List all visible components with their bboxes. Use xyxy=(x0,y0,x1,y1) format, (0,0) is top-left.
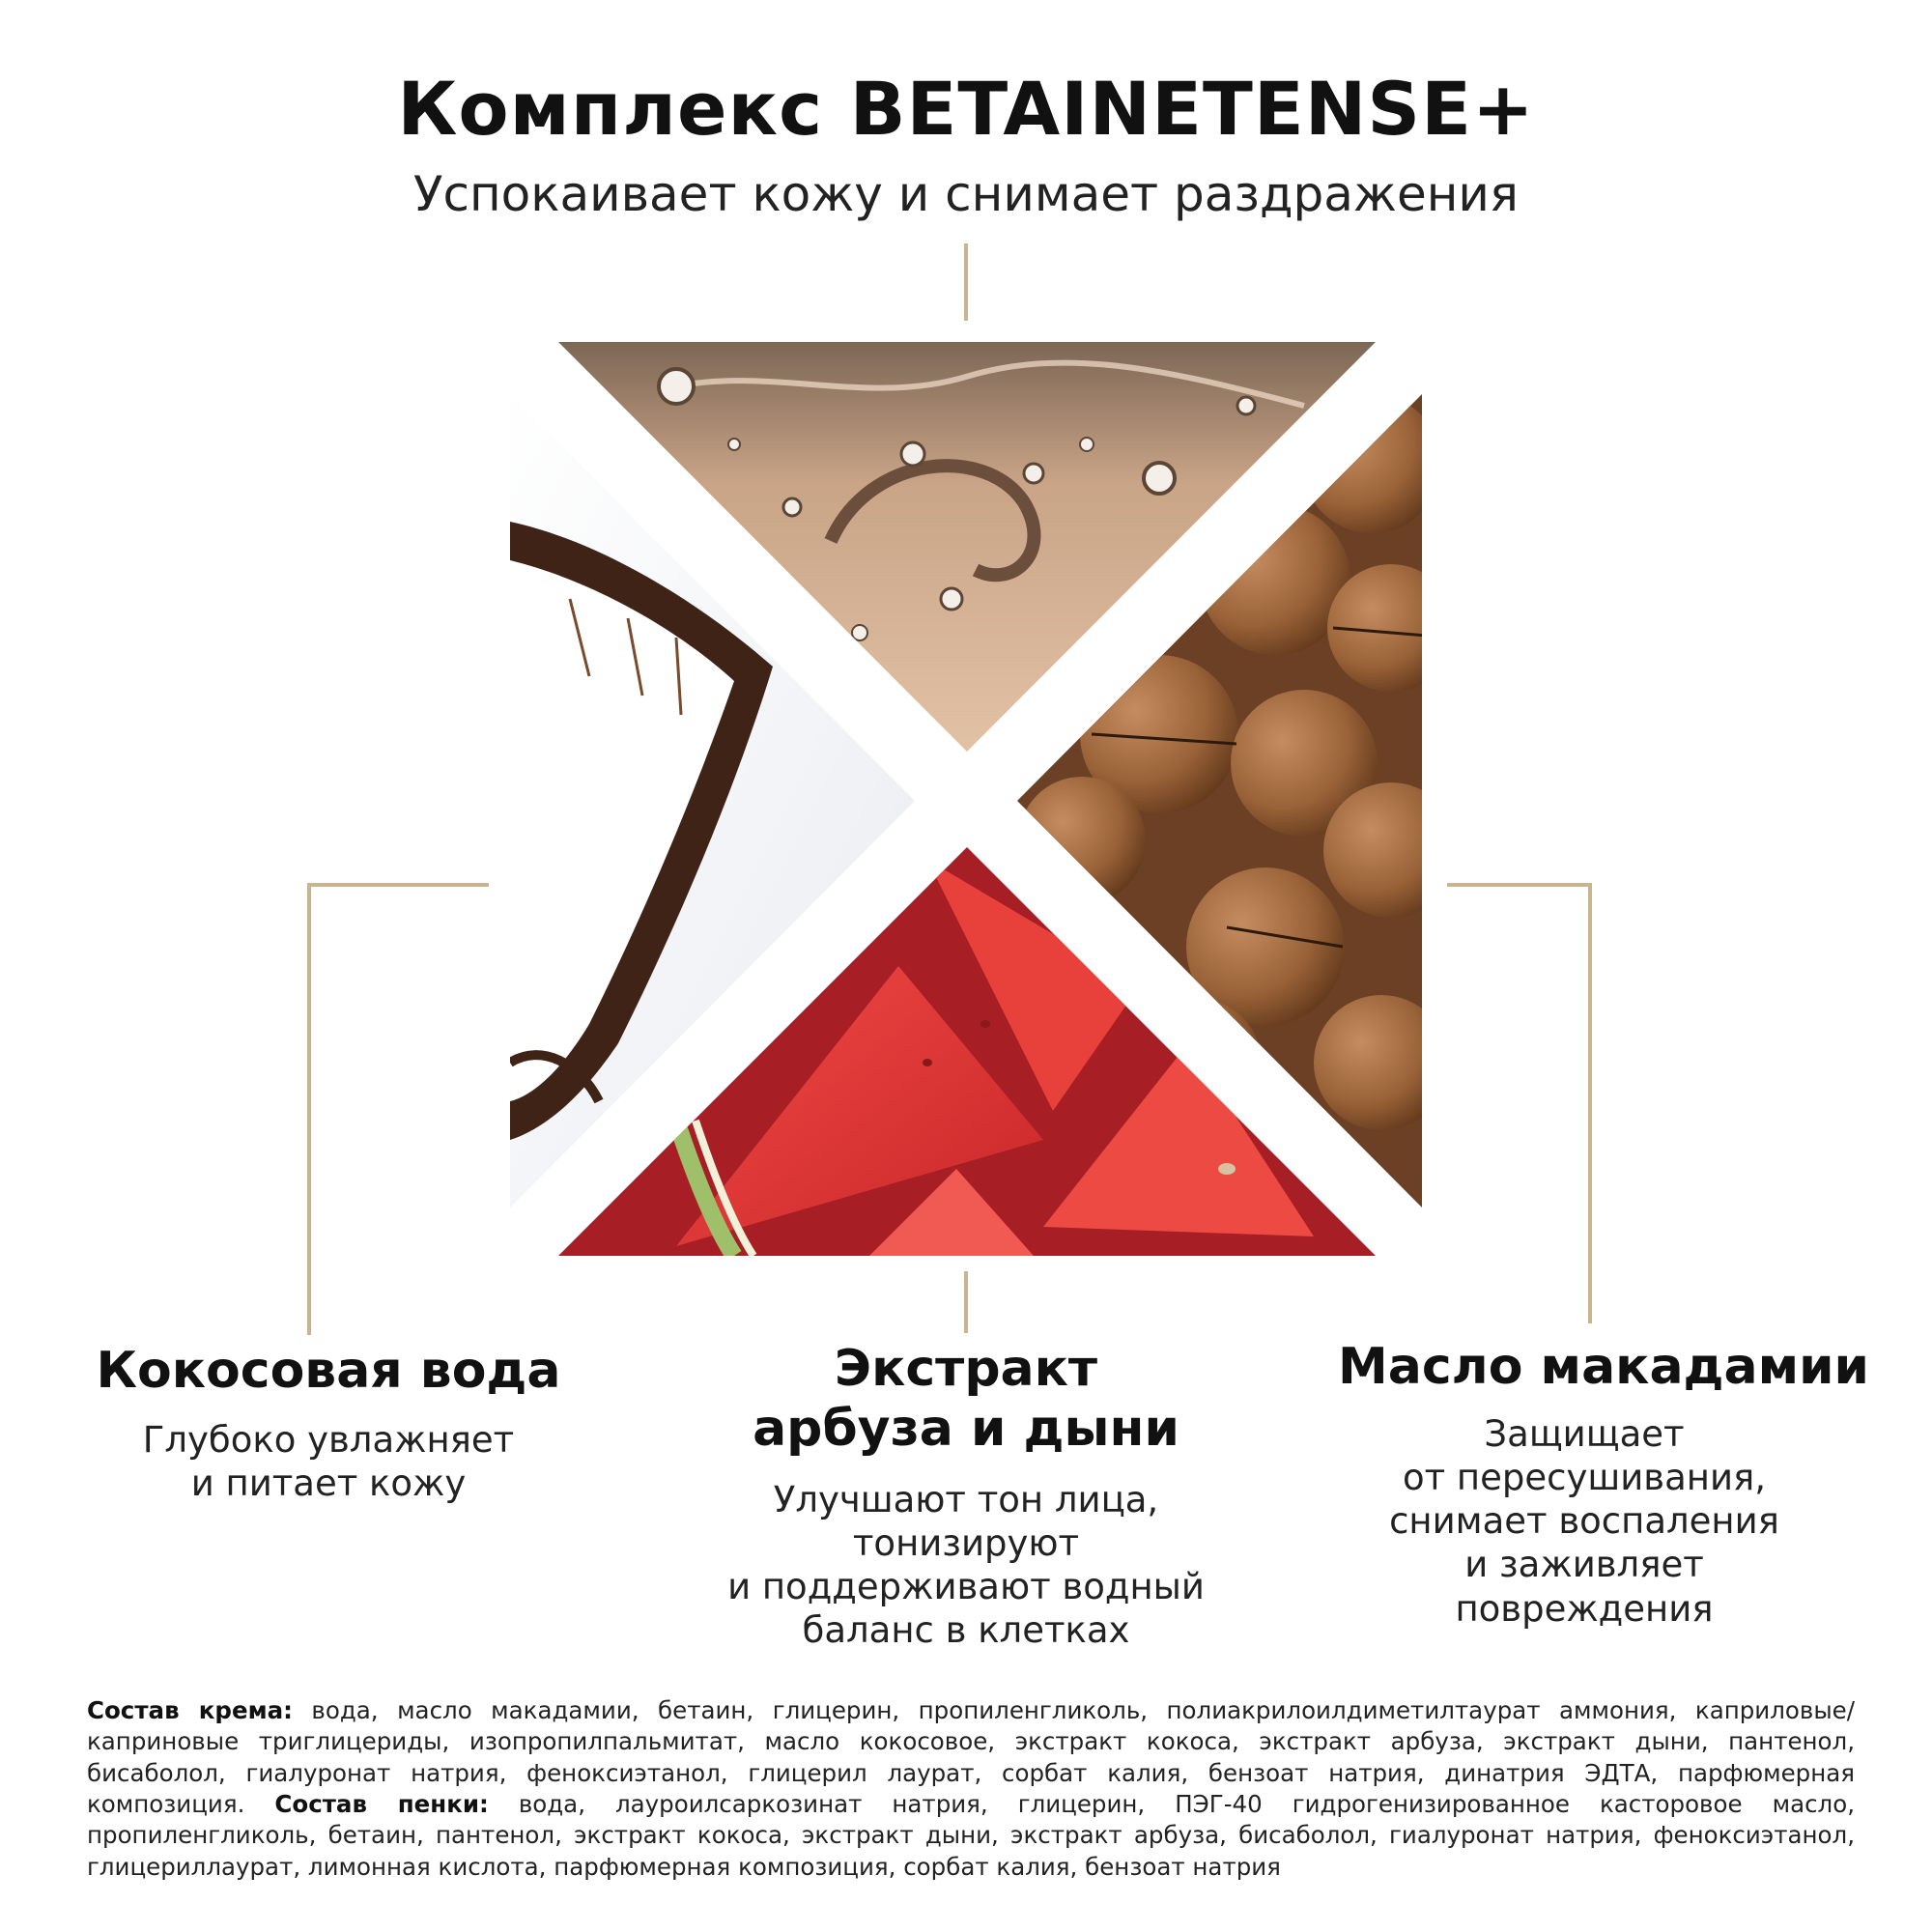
ingredient-title-coconut: Кокосовая вода xyxy=(96,1342,561,1400)
cream-composition-label: Состав крема: xyxy=(87,1696,293,1724)
foam-composition-text: вода, лауроилсаркозинат натрия, глицерин, ПЭГ-40 гидрогенизированное касторовое масло, пропиленгликоль, бетаин, пантенол, экстракт кокоса, экстракт дыни, экстракт арбуза, бисаболол, гиалуронат натрия, феноксиэтанол, глицериллаурат, лимонная кислота, парфюмерная композиция, сорбат калия, бензоат натрия xyxy=(87,1789,1855,1881)
foam-composition-label: Состав пенки: xyxy=(274,1789,489,1818)
page-subtitle: Успокаивает кожу и снимает раздражения xyxy=(413,166,1519,222)
ingredient-desc-macadamia: Защищает от пересушивания, снимает воспаления и заживляет повреждения xyxy=(1389,1413,1779,1630)
ingredient-desc-coconut: Глубоко увлажняет и питает кожу xyxy=(142,1419,515,1505)
page-title: Комплекс BETAINETENSE+ xyxy=(397,66,1535,152)
composition-text xyxy=(87,1695,1855,1883)
cream-composition-text: вода, масло макадамии, бетаин, глицерин, пропиленгликоль, полиакрилоилдиметилтаурат аммония, каприловые/каприновые триглицериды, изопропилпальмитат, масло кокосовое, экстракт кокоса, экстракт арбуза, экстракт дыни, пантенол, бисаболол, гиалуронат натрия, феноксиэтанол, глицерил лаурат, сорбат калия, бензоат натрия, динатрия ЭДТА, парфюмерная композиция. xyxy=(87,1696,1855,1818)
ingredient-title-watermelon-melon: Экстракт арбуза и дыни xyxy=(753,1340,1179,1459)
ingredient-desc-watermelon-melon: Улучшают тон лица, тонизируют и поддерживают водный баланс в клетках xyxy=(727,1479,1205,1652)
ingredient-title-macadamia: Масло макадамии xyxy=(1337,1338,1869,1396)
